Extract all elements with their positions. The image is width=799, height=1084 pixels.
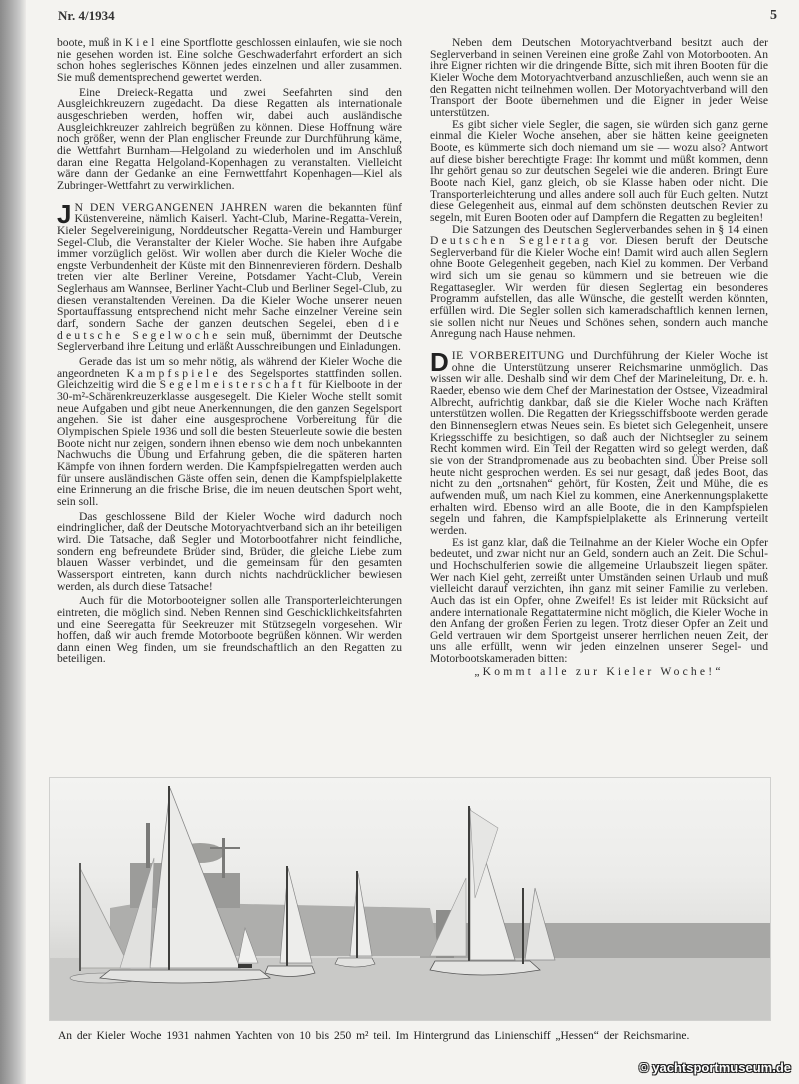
page-number: 5 [770,8,777,23]
paragraph: Eine Dreieck-Regatta und zwei Seefahrten sind den Ausgleichkreuzern zugedacht. Da diese Regatten als internationale ausgeschrieben werden, hoffen wir, dabei auch ausländische Ausgleichkreuzer zahlreich begrüßen zu können. Diese Hoffnung wäre noch größer, wenn der Plan englischer Freunde zur Durchführung käme, die Wettfahrt Burnham—Helgoland zu wiederholen und im Anschluß daran eine Regatta Helgoland-Kopenhagen zu veranstalten. Vielleicht wäre dann der Gedanke an eine Fernwettfahrt Kopenhagen—Kiel als Zubringer-Wettfahrt zu verwirklichen. [57,85,402,192]
paragraph: Das geschlossene Bild der Kieler Woche wird dadurch noch eindringlicher, daß der Deutsche Motoryachtverband sich an ihr beteiligen wird. Die Tatsache, daß Segler und Motorbootfahrer nicht feindliche, sondern eng befreundete Brüder sind, Brüder, die gleiche Liebe zum blauen Wasser verbindet, und die gemeinsam für den gesamten Wassersport eintreten, kann durch nichts nachdrücklicher bewiesen werden, als durch diese Tatsache! [57,509,402,593]
paragraph: Neben dem Deutschen Motoryachtverband besitzt auch der Seglerverband in seinen Vereinen eine große Zahl von Motorbooten. An ihre Eigner richten wir die dringende Bitte, sich mit ihren Booten für die Kieler Woche dem Motoryachtverband anzuschließen, auch wenn sie an den Regatten nicht teilnehmen wollen. Der Motoryachtverband will den Transport der Boote übernehmen und die Eigner in jeder Weise unterstützen. [430,36,768,119]
drop-cap: D [430,347,449,378]
right-column [430,37,768,677]
paragraph: Es ist ganz klar, daß die Teilnahme an der Kieler Woche ein Opfer bedeutet, und zwar nicht nur an Geld, sondern auch an Zeit. Die Schul- und Hochschulferien sowie die allgemeine Urlaubszeit liegen später. Wer nach Kiel geht, zerreißt unter Umständen seinen Urlaub und muß vielleicht darauf verzichten, ihn ganz mit seiner Familie zu verleben. Auch das ist ein Opfer, ohne Zweifel! Es ist leider mit Rücksicht auf andere internationale Regattatermine nicht möglich, die Kieler Woche in den Anfang der großen Ferien zu legen. Trotz dieser Opfer an Zeit und Geld vertrauen wir dem Sportgeist unserer herrlichen neuen Zeit, der uns alle erfüllt, wenn wir jeden einzelnen unserer Segel- und Motorbootskameraden bitten: [430,535,768,666]
section-paragraph: DIE VORBEREITUNG und Durchführung der Kieler Woche ist ohne die Unterstützung unserer Reichsmarine unmöglich. Das wissen wir alle. Deshalb sind wir dem Chef der Marineleitung, Dr. e. h. Raeder, ebenso wie dem Chef der Marinestation der Ostsee, Vizeadmiral Albrecht, aufrichtig dankbar, daß sie die Kieler Woche nach Kräften unterstützen wollen. Die Regatten der Kriegsschiffsboote werden gerade den Binnenseglern etwas Neues sein. Es bietet sich Gelegenheit, unsere Kriegsschiffe zu besichtigen, so daß auch der Nichtsegler zu seinem Recht kommen wird. Ein Teil der Regatten wird so gelegt werden, daß sie von der Strandpromenade aus zu beobachten sind. Über Preise soll heute nicht gesprochen werden. Es sei nur gesagt, daß jedes Boot, das nicht zu den „ortsnahen“ gehört, für Kosten, Zeit und Mühe, die es aufwenden muß, um nach Kiel zu kommen, eine Anerkennungsplakette erhalten wird. Ebenso wird an alle Boote, die in den Kampfspielen segeln und fahren, die Kampfspielplakette als Erinnerung verteilt werden. [430,347,768,537]
paragraph: Gerade das ist um so mehr nötig, als während der Kieler Woche die angeordneten Kampfspiele des Segelsportes stattfinden sollen. Gleichzeitig wird die Segelmeisterschaft für Kielboote in der 30-m²-Schärenkreuzerklasse ausgesegelt. Die Kieler Woche stellt somit neue Aufgaben und gibt neue Anerkennungen, die den ganzen Segelsport angehen. Sie ist daher eine ausgesprochene Vorbereitung für die Olympischen Spiele 1936 und soll die besten Steuerleute sowie die besten Boote nicht nur zeigen, sondern ihnen ebenso wie dem noch unbekannten Nachwuchs die Übung und Erfahrung geben, die die späteren harten Kämpfe von ihnen fordern werden. Die Kampfspielregatten werden auch für unsere ausländischen Gäste offen sein, denen die Kampfspielplakette eine Erinnerung an die frische Brise, die im neuen deutschen Sport weht, sein soll. [57,355,402,508]
drop-cap: J [57,198,72,229]
regatta-photo-illustration [50,778,770,1020]
closing-slogan: „Kommt alle zur Kieler Woche!“ [474,664,724,678]
paragraph: Es gibt sicher viele Segler, die sagen, sie würden sich ganz gerne einmal die Kieler Woche ansehen, aber sie hätten keine geeigneten Boote, es kümmerte sich doch niemand um sie — wozu also? Antwort auf diese bisher berechtigte Frage: Ihr kommt und müßt kommen, denn Ihr gehört genau so zur deutschen Segelei wie die anderen. Bringt Eure Boote nach Kiel, ganz gleich, ob sie Klasse haben oder nicht. Die Transporterleichterung und alles andere soll auch für Euch gelten. Nutzt diese Gelegenheit aus, einmal auf dem schönsten deutschen Revier zu segeln, mit Euren Booten oder auf Dampfern die Regatten zu begleiten! [430,117,768,224]
photo-caption: An der Kieler Woche 1931 nahmen Yachten von 10 bis 250 m² teil. Im Hintergrund das Linienschiff „Hessen“ der Reichsmarine. [58,1030,690,1042]
left-column [57,37,402,665]
page-binding-shadow [0,0,26,1084]
paragraph: boote, muß in Kiel eine Sportflotte geschlossen einlaufen, wie sie noch nie gesehen worden ist. Eine solche Geschwaderfahrt erfordert an sich schon hohes seglerisches Können jedes einzelnen und aller zusammen. Sie muß dementsprechend gewertet werden. [57,36,402,84]
paragraph: Auch für die Motorbooteigner sollen alle Transporterleichterungen eintreten, die möglich sind. Neben Rennen sind Geschicklichkeitsfahrten und eine Seeregatta für Seekreuzer mit Stützsegeln vorgesehen. Wir hoffen, daß wir auch fremde Motorboote begrüßen können. Wir werden dann einen Weg finden, um sie freundschaftlich an den Regatten zu beteiligen. [57,594,402,666]
copyright-watermark: © yachtsportmuseum.de [639,1060,791,1075]
issue-number: Nr. 4/1934 [58,8,115,23]
section-lead-caps: IE VORBEREITUNG [451,348,565,363]
regatta-photo [49,777,771,1021]
page-header [58,8,777,28]
section-paragraph: J N DEN VERGANGENEN JAHREN waren die bekannten fünf Küstenvereine, nämlich Kaiserl. Yacht-Club, Marine-Regatta-Verein, Kieler Segelvereinigung, Norddeutscher Regatta-Verein und Hamburger Segel-Club, die Veranstalter der Kieler Woche. Sie haben ihre Aufgabe immer vorzüglich gelöst. Wir wollen aber durch die Kieler Woche die engste Verbundenheit der Küste mit den Binnenrevieren fördern. Deshalb treten vier alte Berliner Vereine, Potsdamer Yacht-Club, Verein Seglerhaus am Wannsee, Berliner Yacht-Club und Berliner Segel-Club, zu diesen veranstaltenden Vereinen. Da die Kieler Woche unserer neuen Sportauffassung entsprechend nicht mehr Sache einzelner Vereine sein darf, sondern Sache der ganzen deutschen Segelei, eben die deutsche Segelwoche sein muß, übernimmt der Deutsche Seglerverband ihre Leitung und erläßt Ausschreibungen und Einladungen. [57,198,402,354]
paragraph: Die Satzungen des Deutschen Seglerverbandes sehen in § 14 einen Deutschen Seglertag vor. Diesen beruft der Deutsche Seglerverband für die Kieler Woche ein! Damit wird auch allen Seglern ohne Boote Gelegenheit gegeben, nach Kiel zu kommen. Der Verband wird sich um sie genau so kümmern und sie betreuen wie die Regattasegler. Wir werden für diesen Seglertag ein besonderes Programm aufstellen, das alle Wünsche, die gestellt werden könnten, erfüllen wird. Die Segler sollen sich kameradschaftlich kennen lernen, sie sollen nicht nur Neues und Schönes sehen, sondern auch manche Anregung nach Hause nehmen. [430,222,768,341]
section-lead-caps: N DEN VERGANGENEN JAHREN [74,199,268,214]
